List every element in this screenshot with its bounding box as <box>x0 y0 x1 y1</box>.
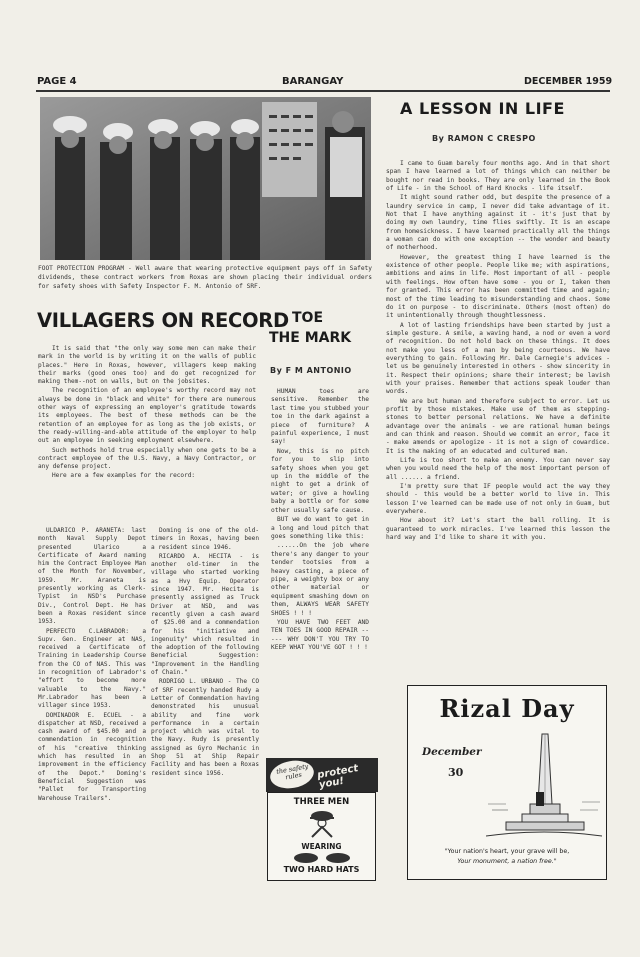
villager-entry: RODRIGO L. URBANO - The CO of SRF recently handed Rudy a Letter of Commendation having demonstrated his unusual ability and fine work performance in a certain project which was vital to the Navy. Rudy is presently assigned as Gyro Mechanic in Shop 51 at Ship Repair Facility and has been a Roxas resident since 1956. <box>151 678 259 777</box>
lesson-para: I'm pretty sure that IF people would act the way they should - this would be a better world to live in. This lesson I've learned can be made use of not only in Guam, but everywhere. <box>386 483 610 516</box>
villagers-intro-para: Such methods hold true especially when one gets to be a contract employee of the U.S. Navy, a Navy Contractor, or any defense project. <box>38 446 256 471</box>
toe-body <box>271 388 369 654</box>
toe-title-line1: TOE <box>292 310 324 326</box>
villagers-intro-para: The recognition of an employee's worthy record may not always be done in "black and white" for there are numerous other ways of expressing an employer's gratitude towards its employees. The best of these methods can be the retention of an employee for as long as the job exists, or the ready-willing-and-able attitude of the employer to help out an employee in seeking employment elsewhere. <box>38 387 256 445</box>
villagers-intro <box>38 345 256 482</box>
poster-mid-text: WEARING <box>301 842 342 851</box>
villager-entry: RICARDO A. HECITA - is another old-timer in the village who started working as a Hvy Equip. Operator since 1947. Mr. Hecita is presently assigned as Truck Driver at NSD, and was recently given a cash award of $25.00 and a commendation for his "initiative and ingenuity" which resulted in the adoption of the following Beneficial Suggestion: "Improvement in the Handling of Chain." <box>151 552 259 677</box>
villager-entry: DOMINADOR E. ECUEL - a dispatcher at NSD, received a cash award of $45.00 and a commendation in recognition of his "creative thinking which has resulted in an improvement in the efficiency of the Depot." Doming's Beneficial Suggestion was "Pallet for Transporting Warehouse Trailers". <box>38 711 146 802</box>
header-rule <box>36 90 610 92</box>
rizal-day-number: 30 <box>448 766 464 779</box>
safety-shoes-photo <box>40 97 371 260</box>
rizal-monument-icon <box>486 732 602 842</box>
hard-hat-figure-icon <box>306 809 338 839</box>
rizal-quote-line-2: Your monument, a nation free." <box>457 858 557 865</box>
lesson-para: Life is too short to make an enemy. You can never say when you would need the help of the most important person of all ...... a friend. <box>386 457 610 481</box>
paper-name: BARANGAY <box>282 76 344 87</box>
toe-para: BUT we do want to get in a long and loud pitch that goes something like this: <box>271 516 369 540</box>
safety-rules-text: the safety rules <box>275 762 309 782</box>
photo-caption: FOOT PROTECTION PROGRAM - Well aware that wearing protective equipment pays off in Safety dividends, these contract workers from Roxas are shown placing their individual orders for safety shoes with Safety Inspector F. M. Antonio of SRF. <box>38 265 372 290</box>
rizal-day-box <box>407 685 607 880</box>
villagers-intro-para: It is said that "the only way some men can make their mark in the world is by writing it on the walls of public places." Here in Roxas, however, villagers keep making their marks (good ones too) and do get recognized for making them--not on walls, but on the jobsites. <box>38 345 256 386</box>
rizal-day-title: Rizal Day <box>439 694 575 723</box>
lesson-title: A LESSON IN LIFE <box>400 99 565 118</box>
lesson-para: How about it? Let's start the ball rolling. It is guaranteed to work miracles. I've learned this lesson the hard way and I'd like to share it with you. <box>386 517 610 542</box>
toe-para: Now, this is no pitch for you to slip into safety shoes when you get up in the middle of the night to get a drink of water; or give a howling baby a bottle or for some other usually safe cause. <box>271 447 369 514</box>
lesson-para: I came to Guam barely four months ago. And in that short span I have learned a lot of things which can neither be bought nor read in books. They are only learned in the Book of Life - in the School of Hard Knocks - life itself. <box>386 160 610 193</box>
lesson-para: However, the greatest thing I have learned is the existence of other people. People like me; with aspirations, ambitions and aims in life. Most important of all - people with feelings. How often have some - you or I, taken them for granted. This error has been committed time and again; most of the time leading to misunderstanding and chaos. Some do it on purpose - to discriminate. Others (most often) do it unintentionally through thoughtlessness. <box>386 253 610 320</box>
villager-entry: ULDARICO P. ARANETA: last month Naval Supply Depot presented Ularico a Certificate of Award naming him the Contract Employee Man of the Month for November, 1959. Mr. Araneta is presently working as Clerk-Typist in NSD's Purchase Div., Control Dept. He has been a Roxas resident since 1953. <box>38 527 146 626</box>
hard-hats-icon <box>290 851 354 863</box>
poster-bottom-text: TWO HARD HATS <box>283 865 360 874</box>
lesson-para: It might sound rather odd, but despite the presence of a laundry service in camp, I never did take advantage of it. Not that I have anything against it - it's just that by doing my own laundry, time flies swiftly. It is an escape from homesickness. I have learned practically all the things a woman can do with one exception -- the wonder and beauty of motherhood. <box>386 194 610 252</box>
poster-top-text: THREE MEN <box>293 797 350 807</box>
lesson-para: A lot of lasting friendships have been started by just a simple gesture. A smile, a waving hand, a nod or even a word of recognition. Do not hold back on these things. It does not make you less of a man by being courteous. We have everything to gain. Following Mr. Dale Carnegie's advices - let us be genuinely interested in others - show sincerity in it. Respect their opinions; share their interest; be lavish with your praises. Remember that actions speak louder than words. <box>386 321 610 396</box>
toe-para: ......On the job where there's any danger to your tender tootsies from a heavy casting, a piece of pipe, a weighty box or any other material or equipment smashing down on them, ALWAYS WEAR SAFETY SHOES ! ! ! <box>271 542 369 617</box>
toe-byline: By F M ANTONIO <box>270 366 352 375</box>
lesson-byline: By RAMON C CRESPO <box>432 134 536 143</box>
page-number: PAGE 4 <box>37 76 77 87</box>
toe-para: HUMAN toes are sensitive. Remember the last time you stubbed your toe in the dark against a piece of furniture? A painful experience, I must say! <box>271 388 369 446</box>
lesson-body <box>386 160 610 543</box>
villagers-column-2 <box>151 527 259 779</box>
villager-entry: PERFECTO C.LABRADOR: a Supv. Gen. Engineer at NAS, received a Certificate of Training in Leadership Course from the CO of NAS. This was in recognition of Labrador's "effort to become more valuable to the Navy." Mr.Labrador has been a villager since 1953. <box>38 627 146 710</box>
villagers-column-1 <box>38 527 146 804</box>
villager-entry: Doming is one of the old-timers in Roxas, having been a resident since 1946. <box>151 527 259 551</box>
rizal-quote-line-1: "Your nation's heart, your grave will be, <box>444 848 570 855</box>
toe-para: YOU HAVE TWO FEET AND TEN TOES IN GOOD REPAIR ----- WHY DON'T YOU TRY TO KEEP WHAT YOU'VE GOT ! ! ! <box>271 618 369 652</box>
hard-hats-poster <box>267 792 376 881</box>
protect-you-text: protect you! <box>316 763 360 791</box>
villagers-title: VILLAGERS ON RECORD <box>37 309 289 332</box>
villagers-intro-para: Here are a few examples for the record: <box>52 472 196 480</box>
rizal-month: December <box>422 746 482 758</box>
toe-title-line2: THE MARK <box>269 330 352 346</box>
safety-rules-badge <box>266 758 378 792</box>
issue-date: DECEMBER 1959 <box>524 76 613 87</box>
lesson-para: We are but human and therefore subject to error. Let us profit by those mistakes. Make use of them as stepping-stones to better personal relations. We have a definite advantage over the animals - we are rational human beings and can think and reason. Should we commit an error, face it - make amends or apologize - it is not a sign of cowardice. It is the making of an educated and cultured man. <box>386 397 610 455</box>
workers-photo-icon <box>40 97 371 260</box>
